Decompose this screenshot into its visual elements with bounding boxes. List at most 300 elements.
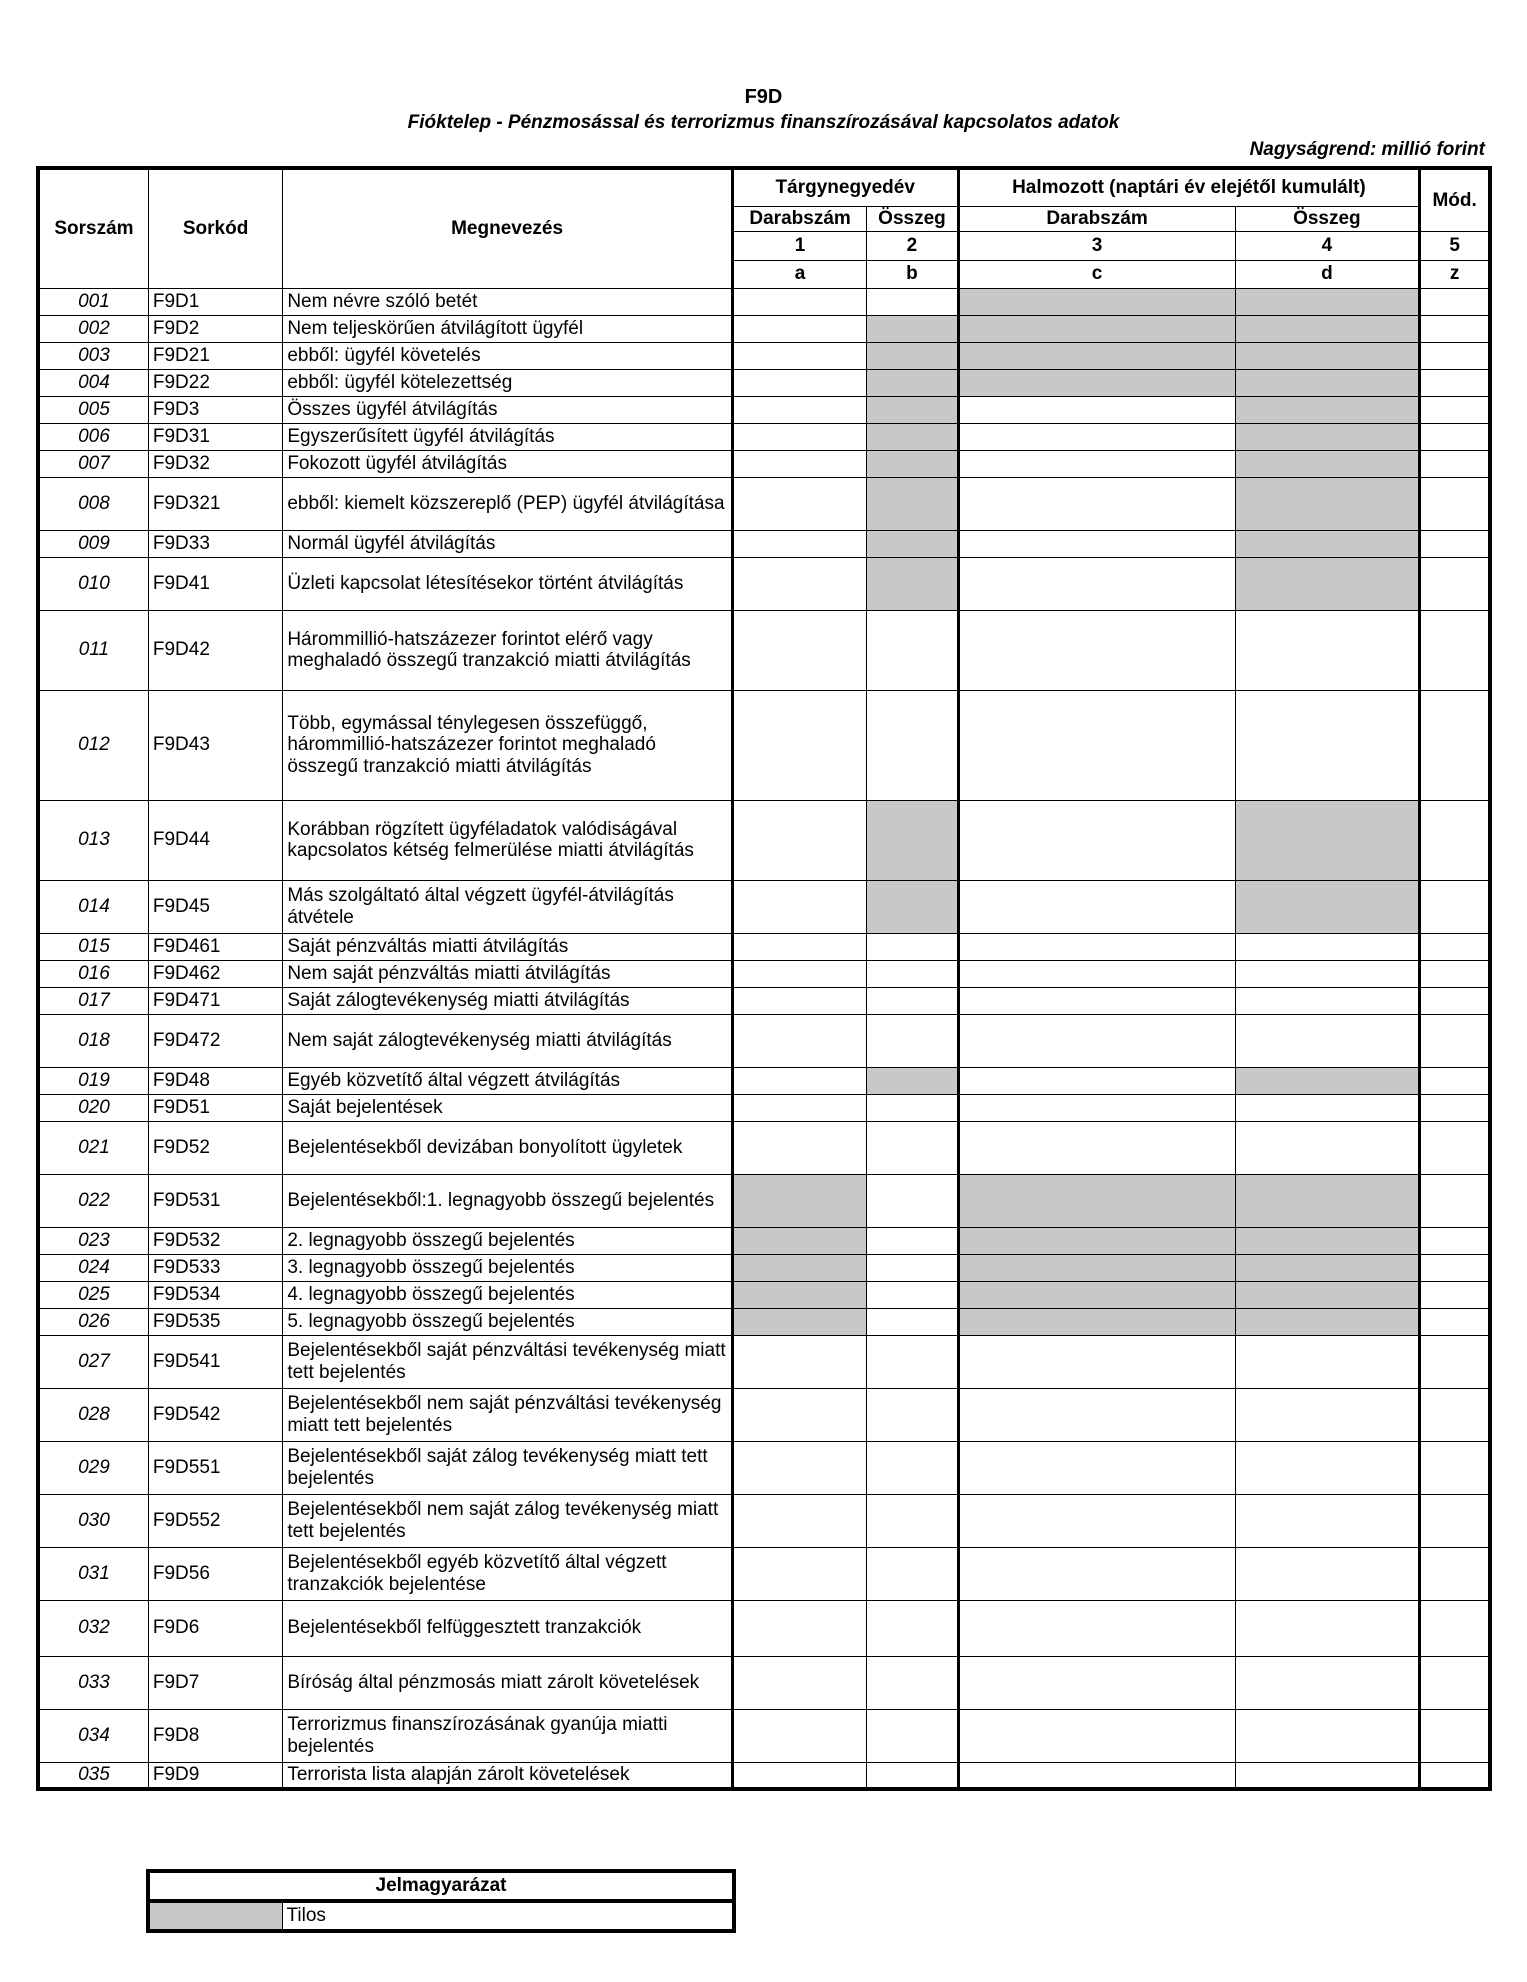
data-cell[interactable]: [1420, 960, 1490, 987]
row-number: 023: [38, 1227, 148, 1254]
data-cell[interactable]: [1420, 530, 1490, 557]
row-name: Bejelentésekből devizában bonyolított ügyletek: [283, 1121, 733, 1174]
data-cell: [1235, 530, 1420, 557]
data-cell[interactable]: [867, 1709, 958, 1762]
row-name: Bíróság által pénzmosás miatt zárolt követelések: [283, 1656, 733, 1709]
col-letter: c: [958, 260, 1235, 288]
data-cell[interactable]: [732, 880, 866, 933]
row-code: F9D33: [148, 530, 282, 557]
row-name: Bejelentésekből egyéb közvetítő által végzett tranzakciók bejelentése: [283, 1547, 733, 1600]
row-code: F9D471: [148, 987, 282, 1014]
row-code: F9D533: [148, 1254, 282, 1281]
data-cell[interactable]: [867, 1335, 958, 1388]
data-cell[interactable]: [1235, 987, 1420, 1014]
unit-label: Nagyságrend: millió forint: [1249, 139, 1485, 160]
row-name: Hárommillió-hatszázezer forintot elérő vagy meghaladó összegű tranzakció miatti átvilágítás: [283, 610, 733, 690]
data-cell: [1235, 477, 1420, 530]
data-cell[interactable]: [867, 1227, 958, 1254]
row-code: F9D8: [148, 1709, 282, 1762]
row-code: F9D9: [148, 1762, 282, 1789]
col-num: 3: [958, 231, 1235, 260]
table-row: [38, 960, 1490, 987]
data-cell[interactable]: [1420, 800, 1490, 880]
row-code: F9D41: [148, 557, 282, 610]
data-cell[interactable]: [1420, 1067, 1490, 1094]
table-row: [38, 369, 1490, 396]
data-cell[interactable]: [958, 987, 1235, 1014]
data-cell[interactable]: [732, 1094, 866, 1121]
data-cell[interactable]: [958, 1388, 1235, 1441]
data-cell[interactable]: [867, 1656, 958, 1709]
row-code: F9D21: [148, 342, 282, 369]
col-header-darabszam-1: Darabszám: [732, 206, 866, 231]
row-number: 019: [38, 1067, 148, 1094]
data-cell[interactable]: [1235, 1014, 1420, 1067]
data-cell[interactable]: [732, 557, 866, 610]
data-cell[interactable]: [867, 1494, 958, 1547]
table-row: [38, 1094, 1490, 1121]
data-cell[interactable]: [1235, 1600, 1420, 1656]
data-cell[interactable]: [1235, 1762, 1420, 1789]
data-cell[interactable]: [732, 1441, 866, 1494]
data-cell[interactable]: [867, 1121, 958, 1174]
data-cell[interactable]: [732, 342, 866, 369]
data-cell[interactable]: [1235, 1656, 1420, 1709]
data-cell[interactable]: [867, 933, 958, 960]
data-cell[interactable]: [1420, 610, 1490, 690]
data-cell[interactable]: [958, 1762, 1235, 1789]
data-cell[interactable]: [1420, 690, 1490, 800]
data-cell[interactable]: [1420, 880, 1490, 933]
data-cell[interactable]: [732, 369, 866, 396]
data-cell[interactable]: [1235, 1547, 1420, 1600]
data-cell[interactable]: [732, 960, 866, 987]
data-cell: [1235, 1308, 1420, 1335]
data-cell: [1235, 288, 1420, 315]
data-cell[interactable]: [958, 880, 1235, 933]
data-cell: [1235, 315, 1420, 342]
data-cell[interactable]: [1420, 396, 1490, 423]
table-row: [38, 1281, 1490, 1308]
row-name: Összes ügyfél átvilágítás: [283, 396, 733, 423]
col-letter: d: [1235, 260, 1420, 288]
data-cell[interactable]: [1420, 1547, 1490, 1600]
data-cell[interactable]: [1420, 369, 1490, 396]
row-number: 032: [38, 1600, 148, 1656]
data-cell[interactable]: [867, 960, 958, 987]
data-cell[interactable]: [867, 1600, 958, 1656]
row-code: F9D551: [148, 1441, 282, 1494]
data-cell[interactable]: [732, 987, 866, 1014]
data-cell[interactable]: [1420, 1388, 1490, 1441]
table-row: [38, 987, 1490, 1014]
row-number: 017: [38, 987, 148, 1014]
col-header-osszeg-2: Összeg: [1235, 206, 1420, 231]
row-number: 028: [38, 1388, 148, 1441]
data-cell[interactable]: [732, 1547, 866, 1600]
data-cell[interactable]: [1420, 1281, 1490, 1308]
data-cell[interactable]: [1420, 342, 1490, 369]
row-name: 3. legnagyobb összegű bejelentés: [283, 1254, 733, 1281]
row-name: ebből: ügyfél kötelezettség: [283, 369, 733, 396]
data-cell[interactable]: [732, 315, 866, 342]
data-cell[interactable]: [867, 690, 958, 800]
table-row: [38, 1494, 1490, 1547]
row-number: 011: [38, 610, 148, 690]
data-cell[interactable]: [958, 396, 1235, 423]
data-cell: [732, 1281, 866, 1308]
data-cell: [1235, 1281, 1420, 1308]
data-cell[interactable]: [958, 530, 1235, 557]
data-cell: [958, 288, 1235, 315]
table-row: [38, 477, 1490, 530]
row-name: Egyszerűsített ügyfél átvilágítás: [283, 423, 733, 450]
data-cell[interactable]: [867, 1014, 958, 1067]
row-code: F9D6: [148, 1600, 282, 1656]
data-cell[interactable]: [1420, 450, 1490, 477]
table-row: [38, 1762, 1490, 1789]
row-number: 020: [38, 1094, 148, 1121]
data-cell: [1235, 800, 1420, 880]
row-name: Bejelentésekből nem saját zálog tevékenység miatt tett bejelentés: [283, 1494, 733, 1547]
table-row: [38, 610, 1490, 690]
row-number: 002: [38, 315, 148, 342]
data-cell[interactable]: [1235, 1388, 1420, 1441]
data-cell[interactable]: [1420, 933, 1490, 960]
row-number: 027: [38, 1335, 148, 1388]
data-cell[interactable]: [1235, 1335, 1420, 1388]
data-cell[interactable]: [867, 1547, 958, 1600]
data-cell: [867, 530, 958, 557]
row-code: F9D532: [148, 1227, 282, 1254]
data-cell[interactable]: [732, 610, 866, 690]
row-code: F9D7: [148, 1656, 282, 1709]
data-cell[interactable]: [867, 1441, 958, 1494]
data-cell: [1235, 423, 1420, 450]
row-code: F9D31: [148, 423, 282, 450]
table-row: [38, 1067, 1490, 1094]
row-name: Nem teljeskörűen átvilágított ügyfél: [283, 315, 733, 342]
data-cell[interactable]: [867, 288, 958, 315]
data-cell: [1235, 1067, 1420, 1094]
data-cell[interactable]: [867, 1388, 958, 1441]
data-cell[interactable]: [1235, 1121, 1420, 1174]
col-header-halmozott: Halmozott (naptári év elejétől kumulált): [958, 168, 1420, 206]
data-cell[interactable]: [1420, 1709, 1490, 1762]
row-name: Saját zálogtevékenység miatti átvilágítás: [283, 987, 733, 1014]
data-cell: [732, 1174, 866, 1227]
row-name: Saját pénzváltás miatti átvilágítás: [283, 933, 733, 960]
row-name: ebből: kiemelt közszereplő (PEP) ügyfél átvilágítása: [283, 477, 733, 530]
table-row: [38, 450, 1490, 477]
data-cell[interactable]: [732, 1762, 866, 1789]
data-cell[interactable]: [1420, 315, 1490, 342]
row-name: Normál ügyfél átvilágítás: [283, 530, 733, 557]
row-name: Más szolgáltató által végzett ügyfél-átvilágítás átvétele: [283, 880, 733, 933]
data-cell[interactable]: [1235, 690, 1420, 800]
data-cell[interactable]: [1420, 1094, 1490, 1121]
data-cell[interactable]: [1420, 987, 1490, 1014]
row-name: Nem saját zálogtevékenység miatti átvilágítás: [283, 1014, 733, 1067]
data-cell: [958, 1281, 1235, 1308]
row-name: 5. legnagyobb összegű bejelentés: [283, 1308, 733, 1335]
table-row: [38, 1388, 1490, 1441]
row-name: Bejelentésekből saját pénzváltási tevékenység miatt tett bejelentés: [283, 1335, 733, 1388]
data-cell[interactable]: [1420, 1254, 1490, 1281]
row-name: Üzleti kapcsolat létesítésekor történt átvilágítás: [283, 557, 733, 610]
data-cell[interactable]: [732, 1067, 866, 1094]
row-number: 025: [38, 1281, 148, 1308]
data-cell[interactable]: [1420, 1600, 1490, 1656]
data-cell[interactable]: [1420, 1014, 1490, 1067]
data-cell[interactable]: [867, 1762, 958, 1789]
table-row: [38, 933, 1490, 960]
row-code: F9D43: [148, 690, 282, 800]
table-row: [38, 800, 1490, 880]
data-cell[interactable]: [732, 423, 866, 450]
table-row: [38, 288, 1490, 315]
data-cell[interactable]: [732, 1656, 866, 1709]
data-cell[interactable]: [867, 1174, 958, 1227]
row-name: Saját bejelentések: [283, 1094, 733, 1121]
data-cell[interactable]: [1420, 1494, 1490, 1547]
row-name: Bejelentésekből saját zálog tevékenység miatt tett bejelentés: [283, 1441, 733, 1494]
table-row: [38, 1308, 1490, 1335]
data-cell[interactable]: [1420, 557, 1490, 610]
data-cell[interactable]: [1420, 1121, 1490, 1174]
col-header-megnevezes: Megnevezés: [283, 168, 733, 288]
data-cell[interactable]: [1420, 1656, 1490, 1709]
row-number: 006: [38, 423, 148, 450]
row-number: 010: [38, 557, 148, 610]
col-header-osszeg-1: Összeg: [867, 206, 958, 231]
data-cell[interactable]: [958, 1709, 1235, 1762]
data-cell[interactable]: [1420, 1308, 1490, 1335]
data-cell: [867, 423, 958, 450]
legend-swatch: [148, 1901, 282, 1931]
row-number: 034: [38, 1709, 148, 1762]
data-cell: [867, 800, 958, 880]
data-cell: [1235, 1227, 1420, 1254]
table-row: [38, 1227, 1490, 1254]
row-name: Bejelentésekből:1. legnagyobb összegű bejelentés: [283, 1174, 733, 1227]
legend-table: [146, 1869, 736, 1933]
data-cell[interactable]: [732, 450, 866, 477]
col-header-mod: Mód.: [1420, 168, 1490, 231]
row-name: Terrorizmus finanszírozásának gyanúja miatti bejelentés: [283, 1709, 733, 1762]
row-code: F9D45: [148, 880, 282, 933]
row-name: Terrorista lista alapján zárolt követelések: [283, 1762, 733, 1789]
data-cell[interactable]: [958, 1014, 1235, 1067]
row-name: Korábban rögzített ügyféladatok valódiságával kapcsolatos kétség felmerülése miatti átvilágítás: [283, 800, 733, 880]
data-cell[interactable]: [958, 1067, 1235, 1094]
data-cell[interactable]: [958, 1656, 1235, 1709]
data-cell: [867, 1067, 958, 1094]
data-cell[interactable]: [1235, 1709, 1420, 1762]
row-name: ebből: ügyfél követelés: [283, 342, 733, 369]
data-cell[interactable]: [867, 610, 958, 690]
col-header-targynegyedev: Tárgynegyedév: [732, 168, 958, 206]
data-cell: [958, 1308, 1235, 1335]
table-row: [38, 1600, 1490, 1656]
row-name: Nem névre szóló betét: [283, 288, 733, 315]
table-row: [38, 1441, 1490, 1494]
data-cell[interactable]: [958, 1494, 1235, 1547]
table-row: [38, 1174, 1490, 1227]
data-cell: [867, 369, 958, 396]
data-cell[interactable]: [1420, 1227, 1490, 1254]
row-name: Bejelentésekből felfüggesztett tranzakciók: [283, 1600, 733, 1656]
col-letter: z: [1420, 260, 1490, 288]
data-cell: [958, 1254, 1235, 1281]
col-num: 2: [867, 231, 958, 260]
data-cell[interactable]: [867, 1094, 958, 1121]
data-cell: [867, 342, 958, 369]
table-row: [38, 530, 1490, 557]
data-cell: [1235, 369, 1420, 396]
table-row: [38, 1709, 1490, 1762]
data-cell: [1235, 1174, 1420, 1227]
row-number: 008: [38, 477, 148, 530]
row-number: 004: [38, 369, 148, 396]
col-letter: a: [732, 260, 866, 288]
data-cell: [958, 315, 1235, 342]
data-cell[interactable]: [732, 1335, 866, 1388]
row-number: 030: [38, 1494, 148, 1547]
data-cell: [1235, 450, 1420, 477]
data-cell[interactable]: [958, 1441, 1235, 1494]
data-cell[interactable]: [958, 800, 1235, 880]
data-cell[interactable]: [1420, 288, 1490, 315]
row-number: 029: [38, 1441, 148, 1494]
data-cell[interactable]: [732, 1709, 866, 1762]
data-cell[interactable]: [1420, 477, 1490, 530]
table-row: [38, 342, 1490, 369]
row-name: Nem saját pénzváltás miatti átvilágítás: [283, 960, 733, 987]
data-table: [36, 166, 1492, 1791]
data-cell[interactable]: [732, 690, 866, 800]
data-cell[interactable]: [958, 690, 1235, 800]
data-cell[interactable]: [867, 1281, 958, 1308]
row-code: F9D462: [148, 960, 282, 987]
data-cell[interactable]: [732, 1121, 866, 1174]
row-number: 026: [38, 1308, 148, 1335]
row-code: F9D541: [148, 1335, 282, 1388]
row-number: 005: [38, 396, 148, 423]
row-code: F9D1: [148, 288, 282, 315]
row-code: F9D42: [148, 610, 282, 690]
row-number: 014: [38, 880, 148, 933]
data-cell[interactable]: [958, 477, 1235, 530]
data-cell[interactable]: [958, 450, 1235, 477]
data-cell: [958, 1227, 1235, 1254]
row-code: F9D22: [148, 369, 282, 396]
data-cell[interactable]: [732, 477, 866, 530]
data-cell[interactable]: [958, 557, 1235, 610]
table-row: [38, 1335, 1490, 1388]
data-cell[interactable]: [732, 1388, 866, 1441]
row-number: 022: [38, 1174, 148, 1227]
data-cell[interactable]: [1235, 1494, 1420, 1547]
row-code: F9D531: [148, 1174, 282, 1227]
data-cell[interactable]: [732, 396, 866, 423]
data-cell: [867, 477, 958, 530]
row-number: 013: [38, 800, 148, 880]
data-cell: [1235, 557, 1420, 610]
data-cell[interactable]: [1235, 1094, 1420, 1121]
data-cell[interactable]: [1420, 423, 1490, 450]
row-number: 033: [38, 1656, 148, 1709]
data-cell: [958, 369, 1235, 396]
data-cell[interactable]: [732, 1494, 866, 1547]
data-cell: [867, 880, 958, 933]
data-cell[interactable]: [1420, 1441, 1490, 1494]
data-cell[interactable]: [1235, 1441, 1420, 1494]
data-cell[interactable]: [958, 933, 1235, 960]
data-cell: [732, 1308, 866, 1335]
data-cell[interactable]: [1235, 960, 1420, 987]
data-cell[interactable]: [958, 610, 1235, 690]
data-cell: [1235, 342, 1420, 369]
row-code: F9D56: [148, 1547, 282, 1600]
data-cell[interactable]: [732, 1600, 866, 1656]
table-row: [38, 1121, 1490, 1174]
row-number: 015: [38, 933, 148, 960]
table-row: [38, 423, 1490, 450]
form-code: F9D: [744, 86, 783, 108]
data-cell[interactable]: [732, 800, 866, 880]
row-code: F9D552: [148, 1494, 282, 1547]
data-cell[interactable]: [1235, 933, 1420, 960]
data-cell[interactable]: [867, 1254, 958, 1281]
data-cell[interactable]: [958, 960, 1235, 987]
data-cell[interactable]: [867, 987, 958, 1014]
data-cell: [867, 557, 958, 610]
row-name: Egyéb közvetítő által végzett átvilágítás: [283, 1067, 733, 1094]
row-code: F9D2: [148, 315, 282, 342]
row-name: Több, egymással ténylegesen összefüggő, hárommillió-hatszázezer forintot meghaladó összegű tranzakció miatti átvilágítás: [283, 690, 733, 800]
data-cell[interactable]: [958, 1335, 1235, 1388]
data-cell: [867, 450, 958, 477]
data-cell[interactable]: [1420, 1174, 1490, 1227]
data-cell[interactable]: [958, 1547, 1235, 1600]
data-cell[interactable]: [1235, 610, 1420, 690]
row-number: 007: [38, 450, 148, 477]
row-code: F9D3: [148, 396, 282, 423]
col-header-sorszam: Sorszám: [38, 168, 148, 288]
table-row: [38, 1014, 1490, 1067]
data-cell[interactable]: [958, 1121, 1235, 1174]
row-number: 021: [38, 1121, 148, 1174]
data-cell[interactable]: [732, 288, 866, 315]
data-cell[interactable]: [867, 1308, 958, 1335]
row-code: F9D542: [148, 1388, 282, 1441]
row-name: Fokozott ügyfél átvilágítás: [283, 450, 733, 477]
data-cell[interactable]: [1420, 1762, 1490, 1789]
row-code: F9D534: [148, 1281, 282, 1308]
row-number: 035: [38, 1762, 148, 1789]
data-cell[interactable]: [1420, 1335, 1490, 1388]
row-number: 009: [38, 530, 148, 557]
data-cell[interactable]: [958, 1094, 1235, 1121]
data-cell[interactable]: [732, 933, 866, 960]
data-cell[interactable]: [732, 530, 866, 557]
data-cell[interactable]: [958, 423, 1235, 450]
table-row: [38, 557, 1490, 610]
data-cell[interactable]: [958, 1600, 1235, 1656]
row-code: F9D32: [148, 450, 282, 477]
data-cell[interactable]: [732, 1014, 866, 1067]
